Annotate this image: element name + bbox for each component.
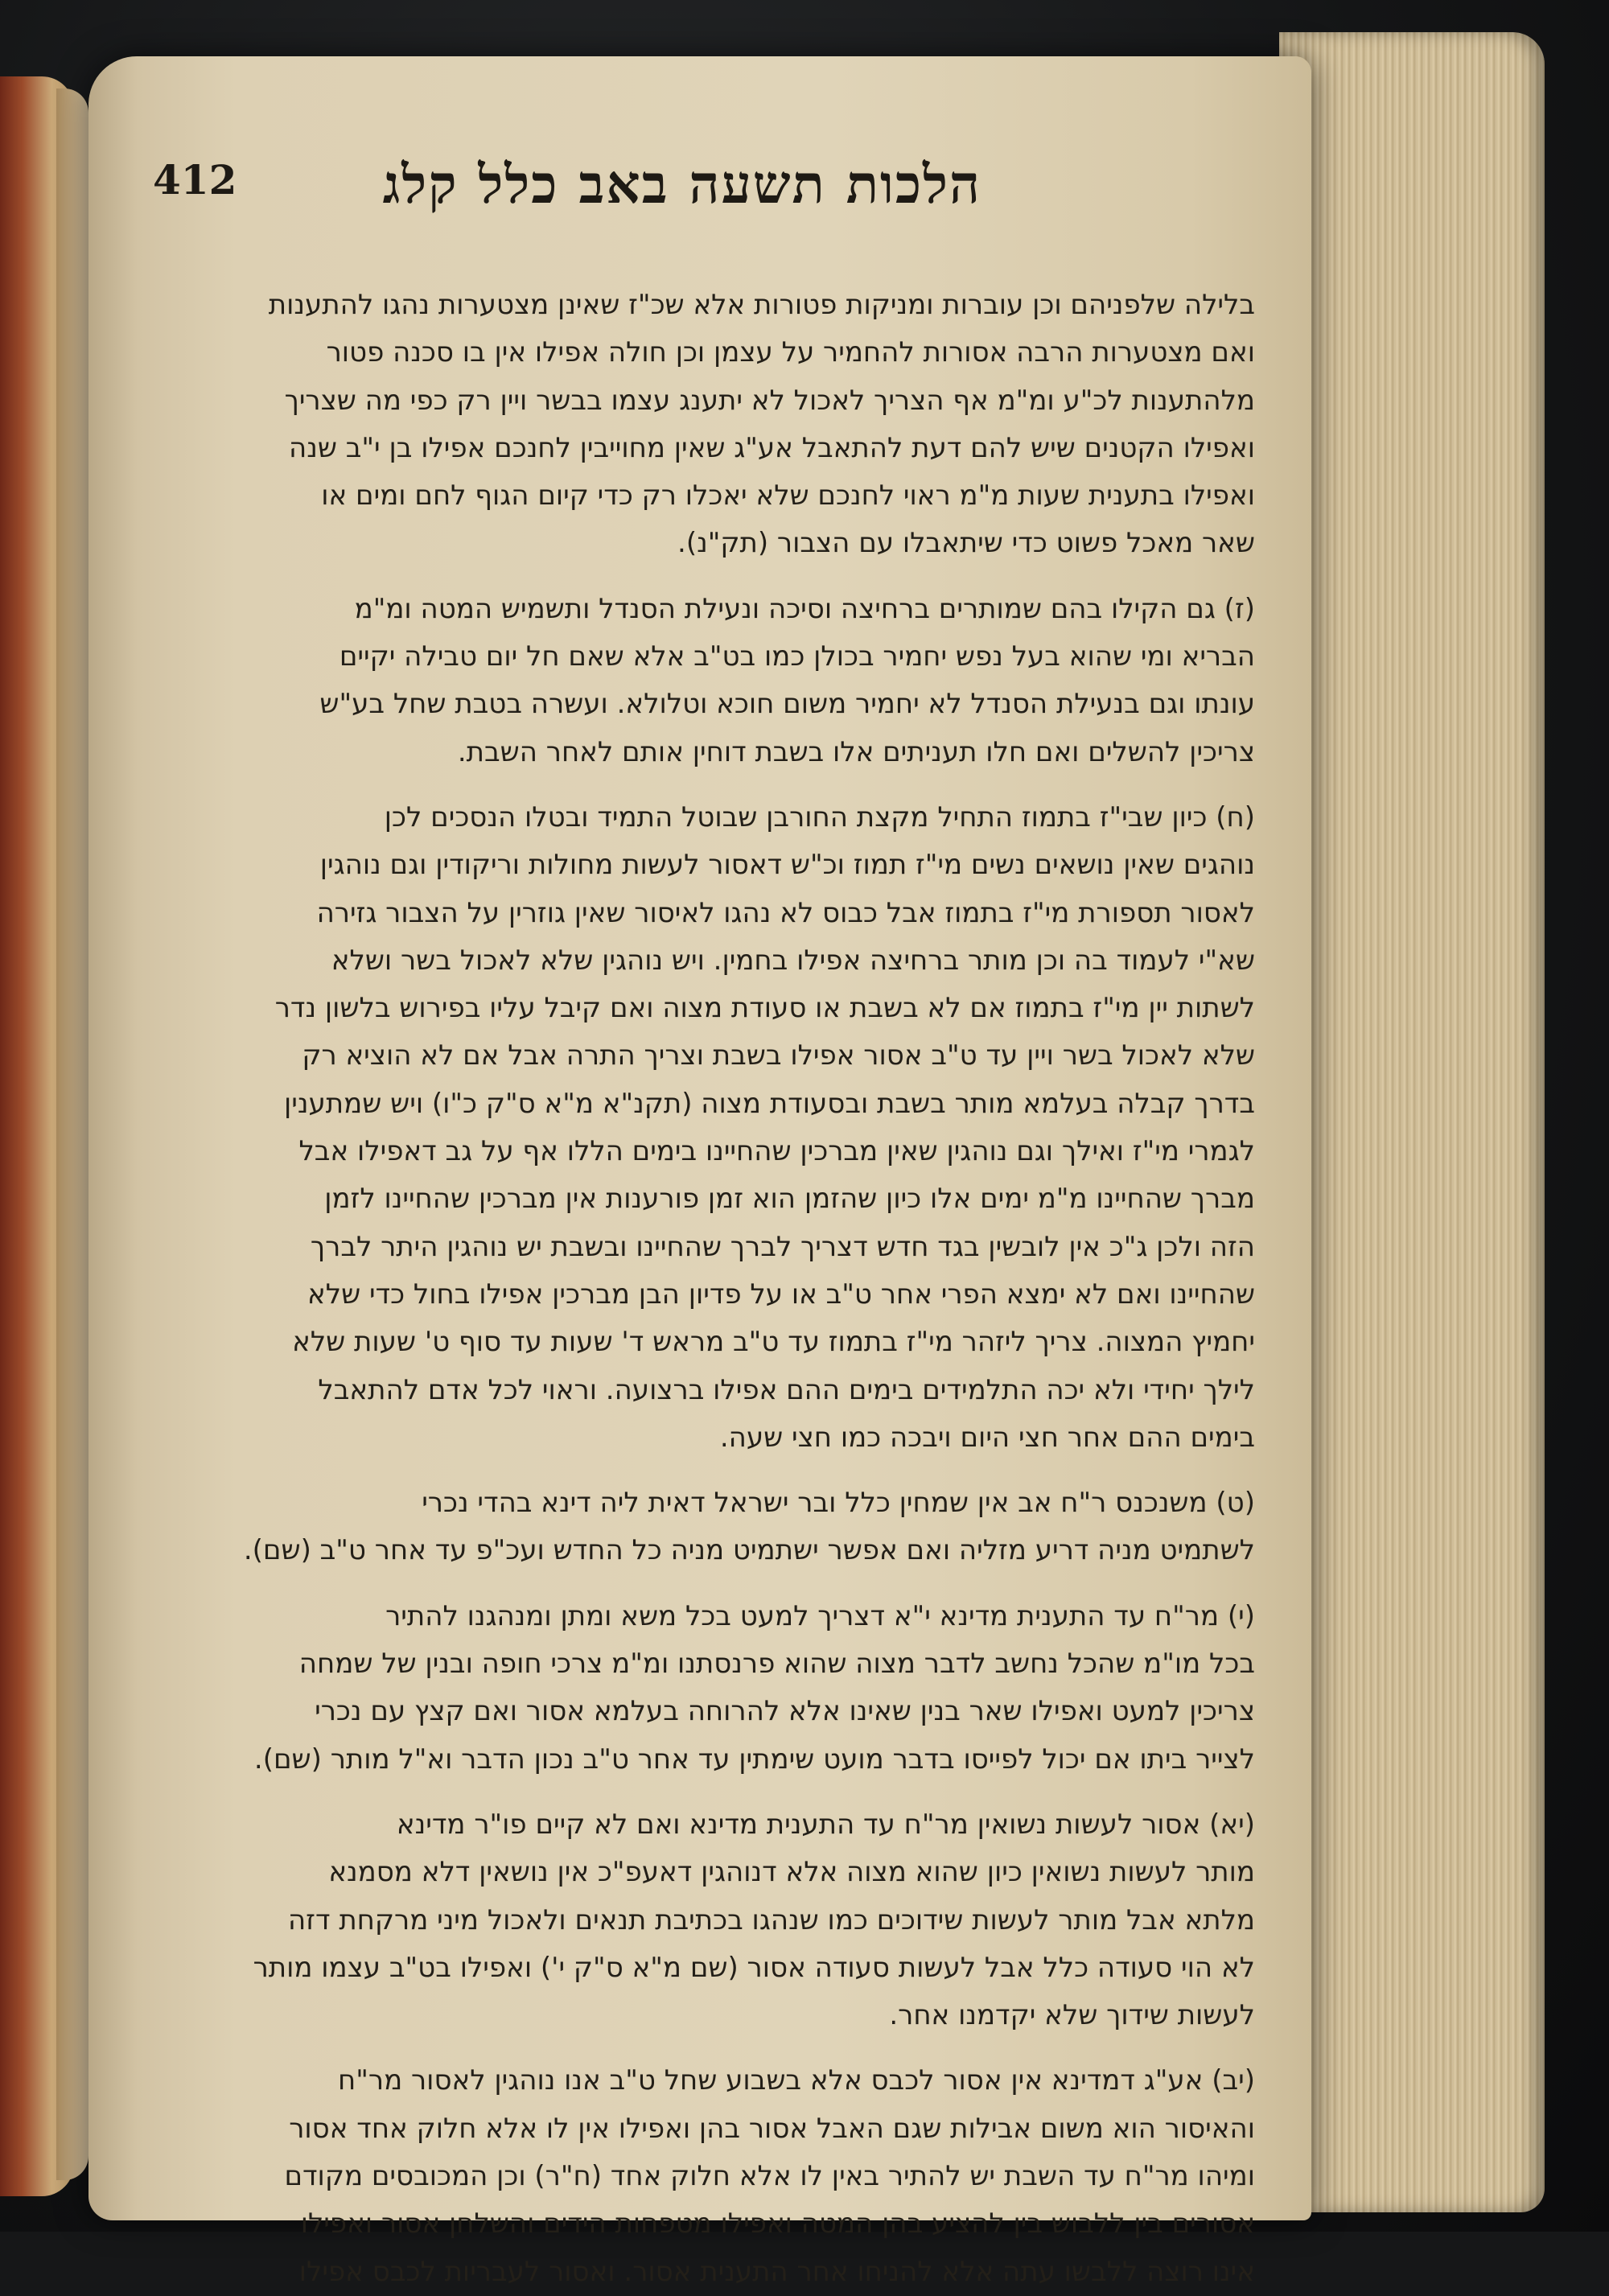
text-line: הבריא ומי שהוא בעל נפש יחמיר בכולן כמו בט"ב אלא שאם חל יום טבילה יקיים [339,640,1255,673]
text-line: לשתמיט מניה דריע מזליה ואם אפשר ישתמיט מניה כל החדש ועכ"פ עד אחר ט"ב (שם). [243,1534,1255,1567]
body-text [137,282,1255,2296]
text-line: והאיסור הוא משום אבילות שגם האבל אסור בהן ואפילו אין לו אלא חלוק אחד אסור [289,2112,1255,2145]
text-line: (יב) אע"ג דמדינא אין אסור לכבס אלא בשבוע שחל ט"ב אנו נוהגין לאסור מר"ח [338,2064,1255,2097]
paragraph-gap [137,2039,1255,2057]
page-content [137,153,1255,2288]
paragraph-gap [137,776,1255,794]
text-line: מברך שהחיינו מ"מ ימים אלו כיון שהזמן הוא זמן פורענות אין מברכין שהחיינו לזמן [324,1183,1255,1216]
paragraph [137,282,1255,568]
text-line: אסורים בין ללבוש בין להציע בהן המטה ואפילו מטפחות הידים והשלחן אסור ואפילו [300,2208,1255,2240]
text-line: ומיהו מר"ח עד השבת יש להתיר באין לו אלא חלוק אחד (ח"ר) וכן המכובסים מקודם [284,2159,1255,2192]
text-line: מלתא אבל מותר לעשות שידוכים כמו שנהגו בכתיבת תנאים ולאכול מיני מרקחת דזה [287,1903,1255,1936]
text-line: צריכין למעט ואפילו שאר בנין שאינו אלא להרוחה בעלמא אסור ואם קצץ עם נכרי [315,1695,1255,1728]
text-line: לעשות שידוך שלא יקדמנו אחר. [889,1999,1255,2032]
paragraph-gap [137,1462,1255,1479]
book-page [88,56,1311,2288]
paragraph-gap [137,1784,1255,1801]
left-page-edge [56,88,88,2180]
text-line: לילך יחידי ולא יכה התלמידים בימים ההם אפילו ברצועה. וראוי לכל אדם להתאבל [318,1373,1255,1406]
text-line: בכל מו"מ שהכל נחשב לדבר מצוה שהוא פרנסתנו ומ"מ צרכי חופה ובנין של שמחה [298,1648,1255,1681]
paragraph [137,586,1255,776]
paragraph-gap [137,568,1255,586]
text-line: עונתו וגם בנעילת הסנדל לא יחמיר משום חוכא וטלולא. ועשרה בטבת שחל בע"ש [319,688,1255,721]
text-line: שלא לאכול בשר ויין עד ט"ב אסור אפילו בשבת וצריך התרה אבל אם לא הוציא רק [302,1039,1255,1072]
text-line: לשתות יין מי"ז בתמוז אם לא בשבת או סעודת מצוה ואם קיבל עליו בפירוש בלשון נדר [274,992,1255,1025]
text-line: ואפילו בתענית שעות מ"מ ראוי לחנכם שלא יאכלו רק כדי קיום הגוף לחם ומים או [321,479,1255,512]
paragraph [137,1479,1255,1575]
text-line: בלילה שלפניהם וכן עוברות ומניקות פטורות אלא שכ"ז שאינן מצטערות נהגו להתענות [268,289,1255,321]
text-line: (יא) אסור לעשות נשואין מר"ח עד התענית מדינא ואם לא קיים פו"ר מדינא [396,1808,1255,1841]
page-header [137,153,1255,282]
paragraph-gap [137,1575,1255,1593]
text-line: (י) מר"ח עד התענית מדינא י"א דצריך למעט בכל משא ומתן ומנהגנו להתיר [385,1599,1255,1632]
text-line: (ז) גם הקילו בהם שמותרים ברחיצה וסיכה ונעילת הסנדל ותשמיש המטה ומ"מ [354,592,1255,625]
text-line: שא"י לעמוד בה וכן מותר ברחיצה אפילו בחמין. ויש נוהגין שלא לאכול בשר ושלא [331,944,1255,977]
text-line: שאר מאכל פשוט כדי שיתאבלו עם הצבור (תק"נ). [677,527,1255,560]
page-stack-edge [1279,32,1545,2212]
running-title: הלכות תשעה באב כלל קלג [382,153,981,216]
text-line: נוהגים שאין נושאים נשים מי"ז תמוז וכ"ש דאסור לעשות מחולות וריקודין וגם נוהגין [319,849,1255,882]
text-line: אינו רוצה ללבשו עתה אלא להניחו אחר התענית אסור. ואסור לעבריות לכבס אפילו [298,2255,1255,2288]
paragraph [137,1593,1255,1784]
text-line: לא הוי סעודה כלל אבל לעשות סעודה אסור (שם מ"א ס"ק י') ואפילו בט"ב עצמו מותר [253,1951,1255,1984]
page-number: 412 [153,156,237,204]
text-line: יחמיץ המצוה. צריך ליזהר מי"ז בתמוז עד ט"ב מראש ד' שעות עד סוף ט' שעות שלא [292,1326,1255,1359]
text-line: ואפילו הקטנים שיש להם דעת להתאבל אע"ג שאין מחוייבין לחנכם אפילו בן י"ב שנה [289,431,1255,464]
text-line: לאסור תספורת מי"ז בתמוז אבל כבוס לא נהגו לאיסור שאין גוזרין על הצבור גזירה [316,896,1255,929]
text-line: לגמרי מי"ז ואילך וגם נוהגין שאין מברכין שהחיינו בימים הללו אף על גב דאפילו אבל [298,1135,1255,1168]
paragraph [137,1801,1255,2039]
text-line: (ט) משנכנס ר"ח אב אין שמחין כלל ובר ישראל דאית ליה דינא בהדי נכרי [422,1487,1255,1520]
paragraph [137,2057,1255,2295]
text-line: ואם מצטערות הרבה אסורות להחמיר על עצמן וכן חולה אפילו אין בו סכנה פטור [326,336,1255,369]
text-line: מלהתענות לכ"ע ומ"מ אף הצריך לאכול לא יתענג עצמו בבשר ויין רק כפי מה שצריך [284,384,1255,417]
text-line: בדרך קבלה בעלמא מותר בשבת ובסעודת מצוה (תקנ"א מ"א ס"ק כ"ו) ויש שמתענין [284,1087,1255,1120]
text-line: לצייר ביתו אם יכול לפייסו בדבר מועט שימתין עד אחר ט"ב נכון הדבר וא"ל מותר (שם). [253,1743,1255,1775]
paragraph [137,794,1255,1462]
text-line: בימים ההם אחר חצי היום ויבכה כמו חצי שעה. [719,1421,1255,1454]
text-line: (ח) כיון שבי"ז בתמוז התחיל מקצת החורבן שבוטל התמיד ובטלו הנסכים לכן [384,800,1255,833]
text-line: מותר לעשות נשואין כיון שהוא מצוה אלא דנוהגין דאעפ"כ אין נושאין דלא מסמנא [328,1856,1255,1889]
text-line: הזה ולכן ג"כ אין לובשין בגד חדש דצריך לברך שהחיינו ובשבת יש נוהגין היתר לברך [310,1230,1255,1263]
text-line: צריכין להשלים ואם חלו תעניתים אלו בשבת דוחין אותם לאחר השבת. [457,735,1255,768]
text-line: שהחיינו ואם לא ימצא הפרי אחר ט"ב או על פדיון הבן מברכין אפילו בחול כדי שלא [307,1278,1255,1311]
